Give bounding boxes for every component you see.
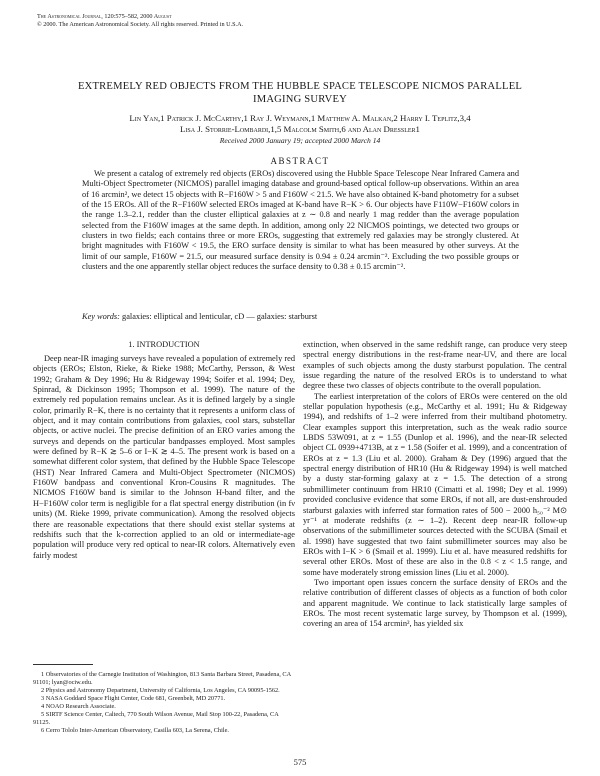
authors-line-1: Lin Yan,1 Patrick J. McCarthy,1 Ray J. Weymann,1 Matthew A. Malkan,2 Harry I. Teplitz,3,4	[129, 113, 471, 123]
authors-line-2: Lisa J. Storrie-Lombardi,1,5 Malcolm Smith,6 and Alan Dressler1	[180, 124, 420, 134]
title-line-1: EXTREMELY RED OBJECTS FROM THE HUBBLE SPACE TELESCOPE NICMOS PARALLEL	[77, 81, 523, 92]
paper-title	[40, 80, 560, 106]
right-paragraph: The earliest interpretation of the colors of EROs were centered on the old stellar population hypothesis (e.g., McCarthy et al. 1991; Hu & Ridgeway 1994), and redshifts of 1–2 were inferred from their multiband photometry. Clear examples support this interpretation, such as the weak radio source LBDS 53W091, at z = 1.55 (Dunlop et al. 1996), and the near-IR selected object CL 0939+4713B, at z = 1.58 (Soifer et al. 1999), and a concentration of EROs at z = 1.3 (Liu et al. 2000). Graham & Dey (1996) argued that the spectral energy distribution of HR10 (Hu & Ridgeway 1994) is well matched by a dusty star-forming galaxy at z = 1.5. The detection of a strong submillimeter continuum from HR10 (Cimatti et al. 1998; Dey et al. 1999) provided conclusive evidence that some EROs, if not all, are dust-enshrouded starburst galaxies with inferred star formation rates of 500 − 2000 h₅₀⁻² M⊙ yr⁻¹ at moderate redshifts (z ∼ 1–2). Recent deep near-IR follow-up observations of the submillimeter sources detected with the SCUBA (Smail et al. 1998) have suggested that two faint submillimeter sources may also be EROs with I−K > 6 (Smail et al. 1999). Liu et al. have measured redshifts for several other EROs. Most of these are also in the 0.8 < z < 1.5 range, and some have moderately strong emission lines (Liu et al. 2000).	[303, 391, 567, 577]
author-list	[40, 113, 560, 135]
keywords	[82, 312, 519, 322]
footnote: 4 NOAO Research Associate.	[41, 703, 116, 710]
keywords-text: galaxies: elliptical and lenticular, cD — galaxies: starburst	[122, 312, 318, 321]
copyright-line: © 2000. The American Astronomical Society. All rights reserved. Printed in U.S.A.	[37, 21, 244, 28]
received-dates: Received 2000 January 19; accepted 2000 March 14	[219, 136, 381, 145]
keywords-label: Key words:	[82, 312, 120, 321]
footnote: 2 Physics and Astronomy Department, University of California, Los Angeles, CA 90095-1562.	[41, 687, 280, 694]
left-column	[33, 354, 295, 561]
title-line-2: IMAGING SURVEY	[252, 94, 348, 105]
footnote: 5 SIRTF Science Center, Caltech, 770 South Wilson Avenue, Mail Stop 100-22, Pasadena, CA 91125.	[33, 711, 279, 726]
abstract-body: We present a catalog of extremely red objects (EROs) discovered using the Hubble Space Telescope Near Infrared Camera and Multi-Object Spectrometer (NICMOS) parallel imaging database and ground-based optical follow-up observations. Within an area of 16 arcmin², we detect 15 objects with R−F160W > 5 and F160W < 21.5. We have also obtained K-band photometry for a subset of the 15 EROs. All of the R−F160W selected EROs imaged at K-band have R−K > 6. Our objects have F110W−F160W colors in the range 1.3–2.1, redder than the cluster elliptical galaxies at z ∼ 0.8 and nearly 1 mag redder than the average population selected from the F160W images at the same depth. In addition, among only 22 NICMOS pointings, we detected two groups or clusters in two fields; each contains three or more EROs, suggesting that extremely red galaxies may be strongly clustered. At bright magnitudes with F160W < 19.5, the ERO surface density is similar to what has been measured by other surveys. At the limit of our sample, F160W = 21.5, our measured surface density is 0.94 ± 0.24 arcmin⁻². Excluding the two possible groups or clusters and the one apparently stellar object reduces the surface density to 0.38 ± 0.15 arcmin⁻².	[82, 169, 519, 272]
journal-citation: The Astronomical Journal, 120:575–582, 2000 August	[37, 13, 172, 20]
right-paragraph: extinction, when observed in the same redshift range, can produce very steep spectral energy distributions in the rest-frame near-UV, and there are local examples of such objects among the dusty starburst population. The central issue regarding the nature of the resolved EROs is to understand to what degree these two classes of objects contribute to the overall population.	[303, 340, 567, 391]
left-paragraph: Deep near-IR imaging surveys have revealed a population of extremely red objects (EROs; Elston, Rieke, & Rieke 1988; McCarthy, Persson, & West 1992; Graham & Dey 1996; Hu & Ridgeway 1994; Soifer et al. 1994; Dey, Spinrad, & Dickinson 1995; Thompson et al. 1999). The nature of the extremely red population remains unclear. As it is defined largely by a single color, primarily R−K, there is no certainty that it represents a uniform class of object, and it may contain contributions from galaxies, cool stars, substellar objects, or active nuclei. The precise definition of an ERO varies among the surveys and depends on the particular bandpasses employed. Most samples were defined by R−K ≳ 5–6 or I−K ≳ 4–5. The present work is based on a somewhat different color system, that defined by the Hubble Space Telescope (HST) Near Infrared Camera and Multi-Object Spectrometer (NICMOS) F160W bandpass and conventional Kron-Cousins R magnitudes. The NICMOS F160W band is similar to the Johnson H-band filter, and the H−F160W color term is negligible for a flat spectral energy distribution (in fν units) (M. Rieke 1999, private communication). Among the resolved objects there are reasonable expectations that there should exist stellar systems at redshifts such that the k-correction applied to an old or intermediate-age population will produce very red optical to near-IR colors. Alternatively even fairly modest	[33, 354, 295, 560]
footnote-rule	[33, 664, 93, 665]
footnote: 6 Cerro Tololo Inter-American Observatory, Casilla 603, La Serena, Chile.	[41, 727, 229, 734]
right-paragraph: Two important open issues concern the surface density of EROs and the relative contribution of different classes of objects as a function of both color and apparent magnitude. We continue to lack statistically large samples of EROs. The most recent systematic large survey, by Thompson et al. (1999), covering an area of 154 arcmin², has yielded six	[303, 577, 567, 629]
footnotes	[33, 671, 295, 735]
footnote: 3 NASA Goddard Space Flight Center, Code 681, Greenbelt, MD 20771.	[41, 695, 226, 702]
abstract-heading: ABSTRACT	[270, 156, 330, 166]
right-column	[303, 340, 567, 630]
section-heading-introduction: 1. INTRODUCTION	[128, 340, 200, 349]
page-number: 575	[293, 757, 307, 767]
journal-header	[37, 13, 243, 29]
footnote: 1 Observatories of the Carnegie Institution of Washington, 813 Santa Barbara Street, Pasadena, CA 91101; lyan@ociw.edu.	[33, 671, 291, 686]
